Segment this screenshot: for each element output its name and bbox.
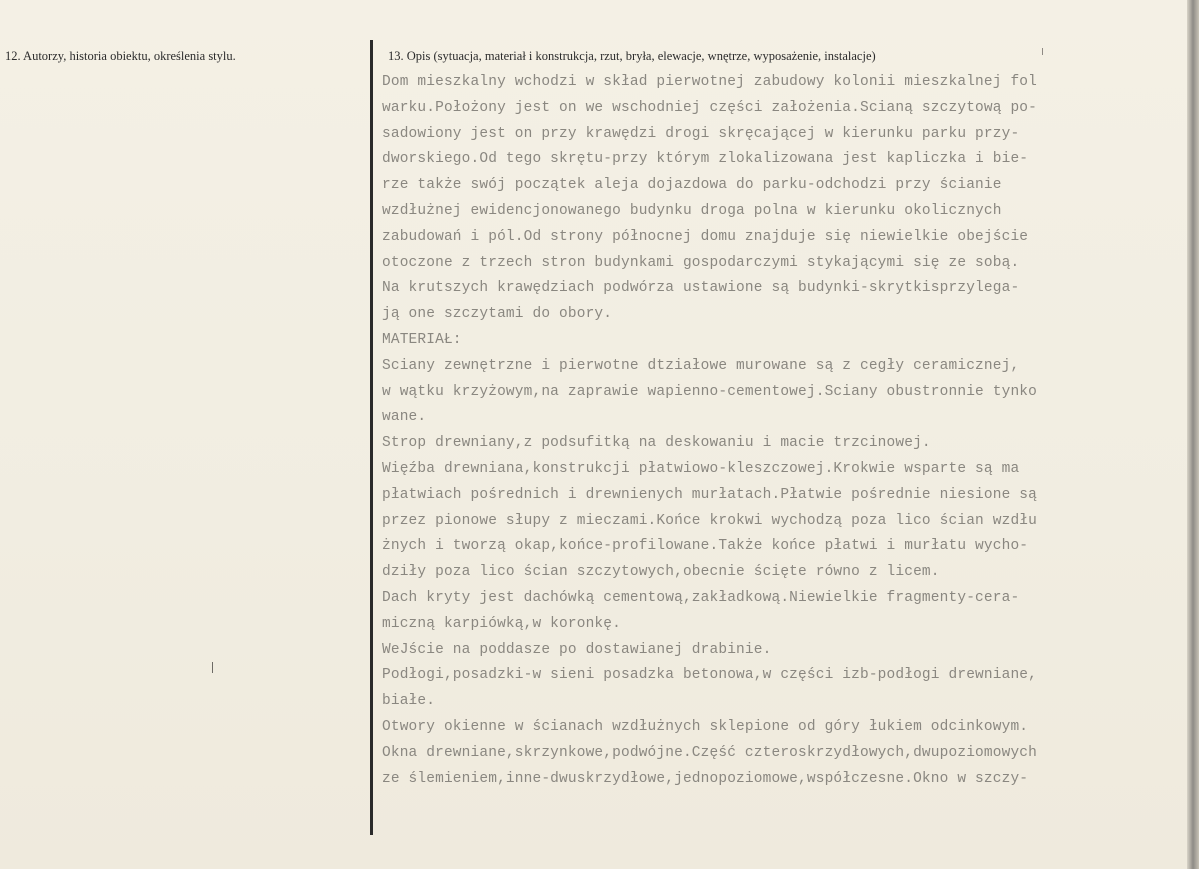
text-line: Dom mieszkalny wchodzi w skład pierwotnej zabudowy kolonii mieszkalnej fol: [382, 74, 1038, 90]
text-line: białe.: [382, 693, 436, 710]
text-line: Dach kryty jest dachówką cementową,zakładkową.Niewielkie fragmenty-cera-: [382, 589, 1020, 606]
text-line: wane.: [382, 409, 427, 426]
text-line: Okna drewniane,skrzynkowe,podwójne.Część czteroskrzydłowych,dwupoziomowych: [382, 744, 1038, 761]
text-line: wzdłużnej ewidencjonowanego budynku droga polna w kierunku okolicznych: [382, 202, 1002, 219]
pencil-mark: [1042, 48, 1043, 55]
text-line: w wątku krzyżowym,na zaprawie wapienno-cementowej.Sciany obustronnie tynko: [382, 383, 1038, 400]
text-line: dziły poza lico ścian szczytowych,obecnie ścięte równo z licem.: [382, 564, 940, 581]
text-line: warku.Położony jest on we wschodniej części założenia.Scianą szczytową po-: [382, 99, 1038, 116]
text-line: Strop drewniany,z podsufitką na deskowaniu i macie trzcinowej.: [382, 435, 931, 452]
section-12-column: [0, 0, 370, 869]
text-line: Na krutszych krawędziach podwórza ustawione są budynki-skrytkisprzylega-: [382, 280, 1020, 297]
section-13-description: [382, 70, 1182, 792]
text-line: Podłogi,posadzki-w sieni posadzka betonowa,w części izb-podłogi drewniane,: [382, 667, 1038, 684]
text-line: ją one szczytami do obory.: [382, 306, 613, 323]
text-line: MATERIAŁ:: [382, 331, 462, 348]
text-line: płatwiach pośrednich i drewnienych murłatach.Płatwie pośrednie niesione są: [382, 486, 1038, 503]
text-line: Więźba drewniana,konstrukcji płatwiowo-kleszczowej.Krokwie wsparte są ma: [382, 460, 1020, 477]
section-12-heading: 12. Autorzy, historia obiektu, określenia stylu.: [5, 49, 236, 63]
pencil-mark: [212, 662, 213, 673]
text-line: WeJście na poddasze po dostawianej drabinie.: [382, 641, 772, 658]
column-divider: [370, 40, 373, 835]
text-line: otoczone z trzech stron budynkami gospodarczymi stykającymi się ze sobą.: [382, 254, 1020, 271]
text-line: sadowiony jest on przy krawędzi drogi skręcającej w kierunku parku przy-: [382, 125, 1020, 142]
text-line: rze także swój początek aleja dojazdowa do parku-odchodzi przy ścianie: [382, 177, 1002, 194]
text-line: żnych i tworzą okap,końce-profilowane.Także końce płatwi i murłatu wycho-: [382, 538, 1029, 555]
text-line: Otwory okienne w ścianach wzdłużnych sklepione od góry łukiem odcinkowym.: [382, 718, 1029, 735]
text-line: miczną karpiówką,w koronkę.: [382, 615, 621, 632]
section-13-heading: 13. Opis (sytuacja, materiał i konstrukcja, rzut, bryła, elewacje, wnętrze, wyposażenie, instalacje): [388, 49, 876, 63]
page-edge: [1187, 0, 1199, 869]
text-line: przez pionowe słupy z mieczami.Końce krokwi wychodzą poza lico ścian wzdłu: [382, 512, 1038, 529]
text-line: Sciany zewnętrzne i pierwotne dtziałowe murowane są z cegły ceramicznej,: [382, 357, 1020, 374]
text-line: ze ślemieniem,inne-dwuskrzydłowe,jednopoziomowe,współczesne.Okno w szczy-: [382, 770, 1029, 787]
text-line: zabudowań i pól.Od strony północnej domu znajduje się niewielkie obejście: [382, 228, 1029, 245]
text-line: dworskiego.Od tego skrętu-przy którym zlokalizowana jest kapliczka i bie-: [382, 151, 1029, 168]
